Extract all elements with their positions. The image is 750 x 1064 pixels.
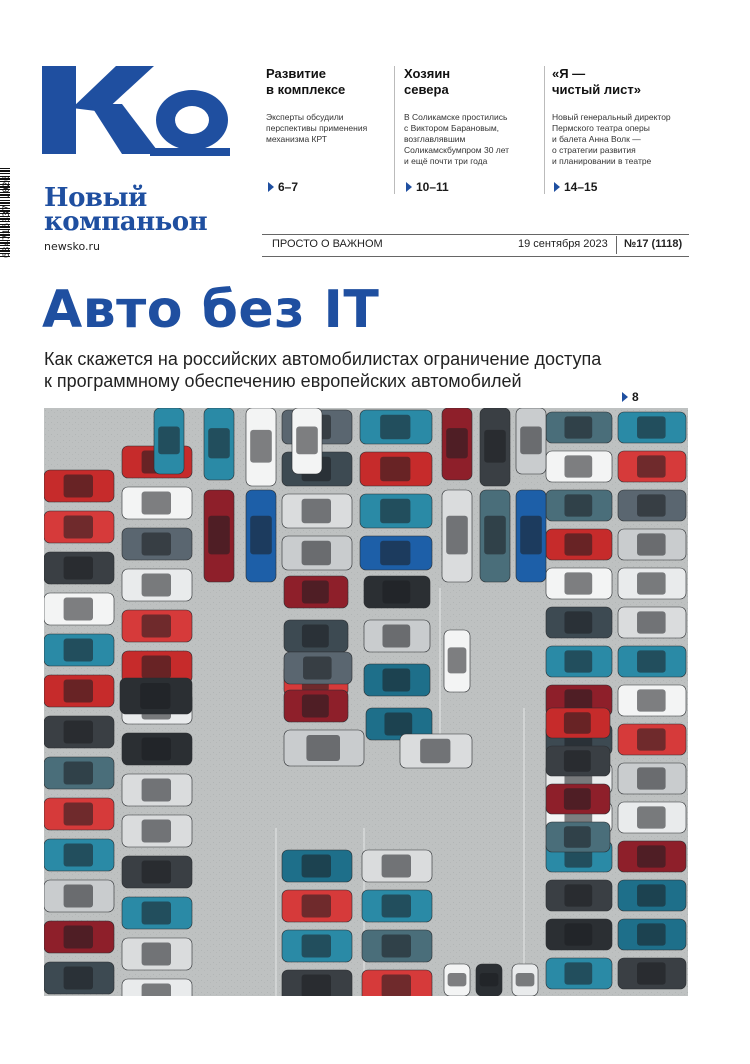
parked-car	[516, 490, 546, 582]
parked-car	[618, 763, 686, 794]
parked-car	[44, 675, 114, 707]
parked-car	[204, 490, 234, 582]
parked-car	[122, 815, 192, 847]
parked-car	[282, 850, 352, 882]
teaser-text: Эксперты обсудили перспективы применения механизма КРТ	[266, 112, 368, 144]
parked-car	[364, 576, 430, 608]
parked-car	[284, 652, 352, 684]
teaser-text: Новый генеральный директор Пермского театра оперы и балета Анна Волк — о стратегии развития и планировании в театре	[552, 112, 671, 166]
parked-car	[44, 634, 114, 666]
parked-car	[284, 620, 348, 652]
parked-car	[618, 529, 686, 560]
teaser-title: Развитие в комплексе	[266, 66, 346, 97]
parked-car	[546, 646, 612, 677]
parked-car	[480, 490, 510, 582]
parked-car	[44, 470, 114, 502]
barcode	[0, 168, 20, 258]
teaser-divider	[544, 66, 545, 194]
teaser-pages: 14–15	[554, 180, 597, 194]
parked-car	[282, 536, 352, 570]
logo-name-line1: Новый	[44, 183, 147, 213]
parked-car	[364, 620, 430, 652]
pointer-triangle-icon	[268, 182, 274, 192]
teaser-2[interactable]	[404, 66, 529, 194]
tagline: ПРОСТО О ВАЖНОМ	[272, 238, 383, 250]
parked-car	[44, 880, 114, 912]
parked-car	[444, 630, 470, 692]
parked-car	[546, 746, 610, 776]
parked-car	[360, 452, 432, 486]
parked-car	[546, 451, 612, 482]
parked-car	[362, 970, 432, 996]
parked-car	[546, 708, 610, 738]
page-reference[interactable]: 8	[622, 390, 639, 404]
subheadline: Как скажется на российских автомобилистах ограничение доступа к программному обеспечению европейских автомобилей	[44, 349, 602, 391]
pointer-triangle-icon	[406, 182, 412, 192]
parked-car	[246, 490, 276, 582]
pointer-triangle-icon	[622, 392, 628, 402]
parked-car	[360, 410, 432, 444]
issue-number: №17 (1118)	[624, 238, 683, 250]
logo-name-line2: компаньон	[44, 207, 208, 237]
parked-car	[362, 930, 432, 962]
parked-car	[284, 576, 348, 608]
parked-car	[44, 757, 114, 789]
parked-car	[282, 890, 352, 922]
parked-car	[360, 494, 432, 528]
parked-car	[122, 979, 192, 996]
parked-car	[442, 490, 472, 582]
parked-car	[442, 408, 472, 480]
parked-car	[122, 487, 192, 519]
teaser-title: «Я — чистый лист»	[552, 66, 641, 97]
parked-car	[44, 798, 114, 830]
parked-car	[546, 919, 612, 950]
parked-car	[284, 730, 364, 766]
teaser-title: Хозяин севера	[404, 66, 451, 97]
teaser-text: В Соликамске простились с Виктором Барановым, возглавлявшим Соликамскбумпром 30 лет и ещё почти три года	[404, 112, 510, 166]
parked-car	[618, 841, 686, 872]
teaser-pages: 6–7	[268, 180, 298, 194]
parked-car	[618, 880, 686, 911]
parked-car	[618, 490, 686, 521]
parked-car	[546, 529, 612, 560]
bar-bottom-line	[262, 256, 689, 257]
parked-car	[122, 733, 192, 765]
parked-car	[284, 690, 348, 722]
parked-car	[122, 774, 192, 806]
parked-car	[400, 734, 472, 768]
parked-car	[362, 850, 432, 882]
logo-name	[44, 183, 244, 237]
parked-car	[122, 528, 192, 560]
parked-car	[546, 490, 612, 521]
parked-car	[122, 938, 192, 970]
parked-car	[546, 784, 610, 814]
cover-photo-parking-lot	[44, 408, 688, 996]
parked-car	[292, 408, 322, 474]
parked-car	[204, 408, 234, 480]
parked-car	[282, 970, 352, 996]
parked-car	[444, 964, 470, 996]
parked-car	[246, 408, 276, 486]
parked-car	[618, 607, 686, 638]
parked-car	[546, 822, 610, 852]
bar-divider	[616, 236, 617, 254]
parked-car	[282, 930, 352, 962]
issue-date: 19 сентября 2023	[518, 238, 608, 250]
parked-car	[618, 958, 686, 989]
parked-car	[618, 685, 686, 716]
parked-car	[44, 839, 114, 871]
teaser-3[interactable]	[552, 66, 692, 194]
parked-car	[122, 897, 192, 929]
parked-car	[122, 610, 192, 642]
parked-car	[44, 716, 114, 748]
parked-car	[546, 568, 612, 599]
parked-car	[546, 412, 612, 443]
parked-car	[154, 408, 184, 474]
parked-car	[44, 552, 114, 584]
parked-car	[516, 408, 546, 474]
parked-car	[618, 919, 686, 950]
teaser-divider	[394, 66, 395, 194]
parked-car	[618, 646, 686, 677]
headline[interactable]: Авто без IT	[42, 280, 380, 340]
parked-car	[360, 536, 432, 570]
parked-car	[476, 964, 502, 996]
parked-car	[364, 664, 430, 696]
pointer-triangle-icon	[554, 182, 560, 192]
parked-car	[362, 890, 432, 922]
parked-car	[122, 856, 192, 888]
teaser-1[interactable]	[266, 66, 391, 194]
parked-car	[618, 451, 686, 482]
parked-car	[546, 607, 612, 638]
parked-car	[512, 964, 538, 996]
parked-car	[480, 408, 510, 486]
parked-car	[546, 880, 612, 911]
logo-ko	[42, 58, 232, 168]
teaser-pages: 10–11	[406, 180, 449, 194]
barcode-number: 634715337 .026	[2, 175, 12, 258]
parked-car	[618, 412, 686, 443]
parked-car	[546, 958, 612, 989]
parked-car	[618, 802, 686, 833]
parked-car	[122, 569, 192, 601]
parked-car	[618, 568, 686, 599]
parked-car	[120, 678, 192, 714]
parked-car	[44, 511, 114, 543]
parked-car	[44, 921, 114, 953]
bar-top-line	[262, 234, 689, 235]
parked-car	[44, 962, 114, 994]
parked-car	[282, 494, 352, 528]
parked-car	[618, 724, 686, 755]
site-url[interactable]: newsko.ru	[44, 240, 100, 253]
parked-car	[44, 593, 114, 625]
